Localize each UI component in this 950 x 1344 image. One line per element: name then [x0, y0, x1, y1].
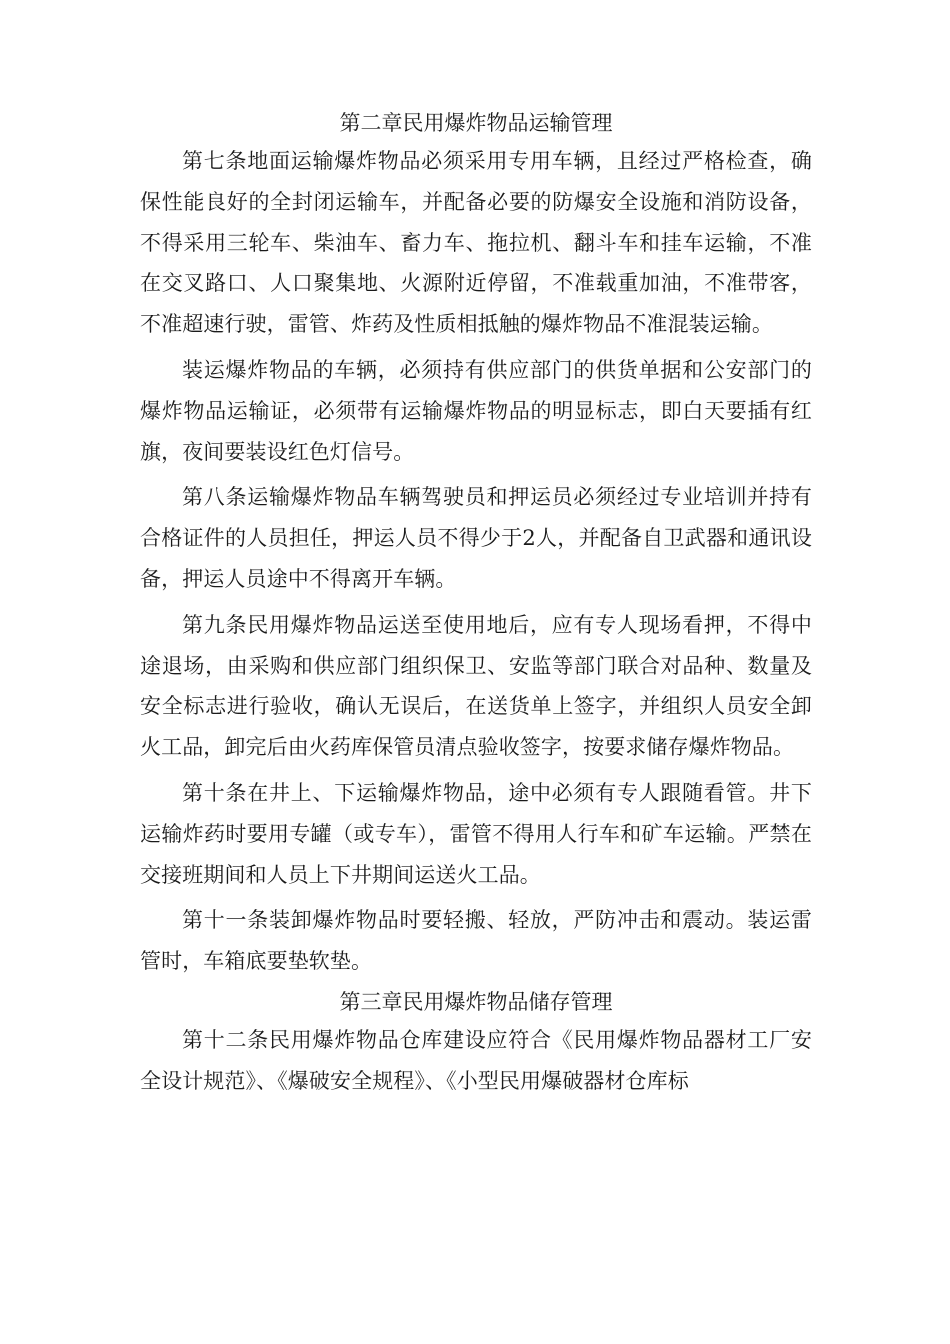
- article-10-paragraph: 第十条在井上、下运输爆炸物品，途中必须有专人跟随看管。井下运输炸药时要用专罐（或专车），雷管不得用人行车和矿车运输。严禁在交接班期间和人员上下井期间运送火工品。: [140, 780, 812, 887]
- document-body: [140, 105, 812, 1102]
- article-12-paragraph: 第十二条民用爆炸物品仓库建设应符合《民用爆炸物品器材工厂安全设计规范》、《爆破安全规程》、《小型民用爆破器材仓库标: [140, 1027, 812, 1093]
- chapter-3-heading: 第三章民用爆炸物品储存管理: [339, 989, 613, 1014]
- article-7-paragraph: 第七条地面运输爆炸物品必须采用专用车辆，且经过严格检查，确保性能良好的全封闭运输车，并配备必要的防爆安全设施和消防设备，不得采用三轮车、柴油车、畜力车、拖拉机、翻斗车和挂车运输，不准在交叉路口、人口聚集地、火源附近停留，不准载重加油，不准带客，不准超速行驶，雷管、炸药及性质相抵触的爆炸物品不准混装运输。: [140, 149, 812, 337]
- article-8-paragraph: 第八条运输爆炸物品车辆驾驶员和押运员必须经过专业培训并持有合格证件的人员担任，押运人员不得少于2人，并配备自卫武器和通讯设备，押运人员途中不得离开车辆。: [140, 485, 812, 591]
- article-9-paragraph: 第九条民用爆炸物品运送至使用地后，应有专人现场看押，不得中途退场，由采购和供应部门组织保卫、安监等部门联合对品种、数量及安全标志进行验收，确认无误后，在送货单上签字，并组织人员安全卸火工品，卸完后由火药库保管员清点验收签字，按要求储存爆炸物品。: [140, 612, 812, 760]
- chapter-2-heading: 第二章民用爆炸物品运输管理: [339, 111, 613, 135]
- article-11-paragraph: 第十一条装卸爆炸物品时要轻搬、轻放，严防冲击和震动。装运雷管时，车箱底要垫软垫。: [140, 908, 812, 974]
- article-7-vehicle-paragraph: 装运爆炸物品的车辆，必须持有供应部门的供货单据和公安部门的爆炸物品运输证，必须带有运输爆炸物品的明显标志，即白天要插有红旗，夜间要装设红色灯信号。: [140, 357, 812, 464]
